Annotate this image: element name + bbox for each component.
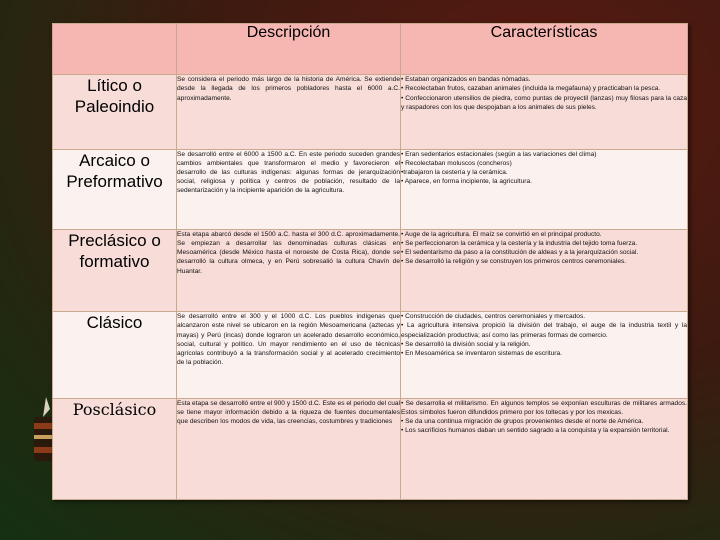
period-description: Se desarrolló entre el 6000 a 1500 a.C. En este periodo suceden grandes cambios ambientales que transformaron el medio y favorecieron el desarrollo de las culturas indígenas: algunas formas de jerarquización social, religiosa y política y centros de población, resultado de la sedentarización y la incipiente aparición de la agricultura. bbox=[177, 149, 401, 229]
period-description: Esta etapa abarcó desde el 1500 a.C. hasta el 300 d.C. aproximadamente. Se empiezan a desarrollar las denominadas culturas clásicas en Mesoamérica (desde México hasta el noroeste de Costa Rica), donde se desarrolló la cultura olmeca, y en Perú sobresalió la cultura Chavín de Huantar. bbox=[177, 229, 401, 311]
characteristic-item: • Se desarrolló la división social y la religión. bbox=[401, 340, 531, 348]
characteristic-item: • Recolectaban frutos, cazaban animales (incluida la megafauna) y practicaban la pesca. bbox=[401, 85, 661, 93]
characteristic-item: • Recolectaban moluscos (concheros) bbox=[401, 159, 512, 167]
characteristic-item: • Auge de la agricultura. El maíz se convirtió en el principal producto. bbox=[401, 230, 602, 238]
period-description: Esta etapa se desarrolló entre el 900 y 1500 d.C. Este es el periodo del cual se tiene mayor información debido a la riqueza de fuentes documentales que describen los modos de vida, las creencias, costumbres y tradiciones bbox=[177, 398, 401, 499]
header-row bbox=[53, 24, 688, 75]
period-name: Lítico o Paleoindio bbox=[53, 75, 177, 149]
period-name: Preclásico o formativo bbox=[53, 229, 177, 311]
header-blank bbox=[53, 24, 177, 75]
characteristic-item: • Aparece, en forma incipiente, la agricultura. bbox=[401, 178, 532, 186]
period-characteristics bbox=[401, 312, 688, 398]
period-characteristics bbox=[401, 398, 688, 499]
characteristic-item: • La agricultura intensiva propició la división del trabajo, el auge de la industria textil y la especialización productiva; así como las primeras formas de comercio. bbox=[401, 322, 687, 339]
table-row bbox=[53, 312, 688, 398]
characteristic-item: • En Mesoamérica se inventaron sistemas de escritura. bbox=[401, 349, 562, 357]
table-row bbox=[53, 398, 688, 499]
characteristic-item: • Eran sedentarios estacionales (según a las variaciones del clima) bbox=[401, 150, 597, 158]
characteristic-item: • Se da una continua migración de grupos provenientes desde el norte de América. bbox=[401, 417, 644, 425]
period-description: Se desarrolló entre el 300 y el 1000 d.C. Los pueblos indígenas que alcanzaron este nivel se ubicaron en la región Mesoamericana (aztecas y mayas) y Perú (incas) donde lograron un acelerado desarrollo económico, social, cultural y político. Un mayor rendimiento en el uso de técnicas agrícolas contribuyó a la transformación social y al acelerado crecimiento de la población. bbox=[177, 312, 401, 398]
period-characteristics bbox=[401, 229, 688, 311]
characteristic-item: • Se desarrolla el militarismo. En algunos templos se exponían esculturas de militares armados. Estos símbolos fueron difundidos primero por los toltecas y por los mexicas. bbox=[401, 399, 687, 416]
characteristic-item: •trabajaron la cestería y la cerámica. bbox=[401, 168, 508, 176]
characteristic-item: • Los sacrificios humanos daban un sentido sagrado a la conquista y la expansión territorial. bbox=[401, 427, 670, 435]
characteristic-item: • El sedentarismo da paso a la constitución de aldeas y a la jerarquización social. bbox=[401, 249, 639, 257]
table-row bbox=[53, 75, 688, 149]
table-row bbox=[53, 149, 688, 229]
characteristic-item: • Confeccionaron utensilios de piedra, como puntas de proyectil (lanzas) muy filosas para la caza y raspadores con los que despojaban a los animales de sus pieles. bbox=[401, 94, 687, 111]
period-characteristics bbox=[401, 149, 688, 229]
characteristic-item: • Estaban organizados en bandas nómadas. bbox=[401, 76, 531, 84]
period-name: Arcaico o Preformativo bbox=[53, 149, 177, 229]
characteristic-item: • Se perfeccionaron la cerámica y la cestería y la industria del tejido toma fuerza. bbox=[401, 240, 638, 248]
period-name: Posclásico bbox=[53, 398, 177, 499]
period-description: Se considera el periodo más largo de la historia de América. Se extiende desde la llegada de los primeros pobladores hasta el 6000 a.C. aproximadamente. bbox=[177, 75, 401, 149]
periods-table bbox=[52, 23, 688, 500]
period-characteristics bbox=[401, 75, 688, 149]
characteristic-item: • Se desarrolló la religión y se construyen los primeros centros ceremoniales. bbox=[401, 258, 627, 266]
header-descripcion: Descripción bbox=[177, 24, 401, 75]
table-row bbox=[53, 229, 688, 311]
characteristic-item: • Construcción de ciudades, centros ceremoniales y mercados. bbox=[401, 313, 586, 321]
period-name: Clásico bbox=[53, 312, 177, 398]
header-caracteristicas: Características bbox=[401, 24, 688, 75]
